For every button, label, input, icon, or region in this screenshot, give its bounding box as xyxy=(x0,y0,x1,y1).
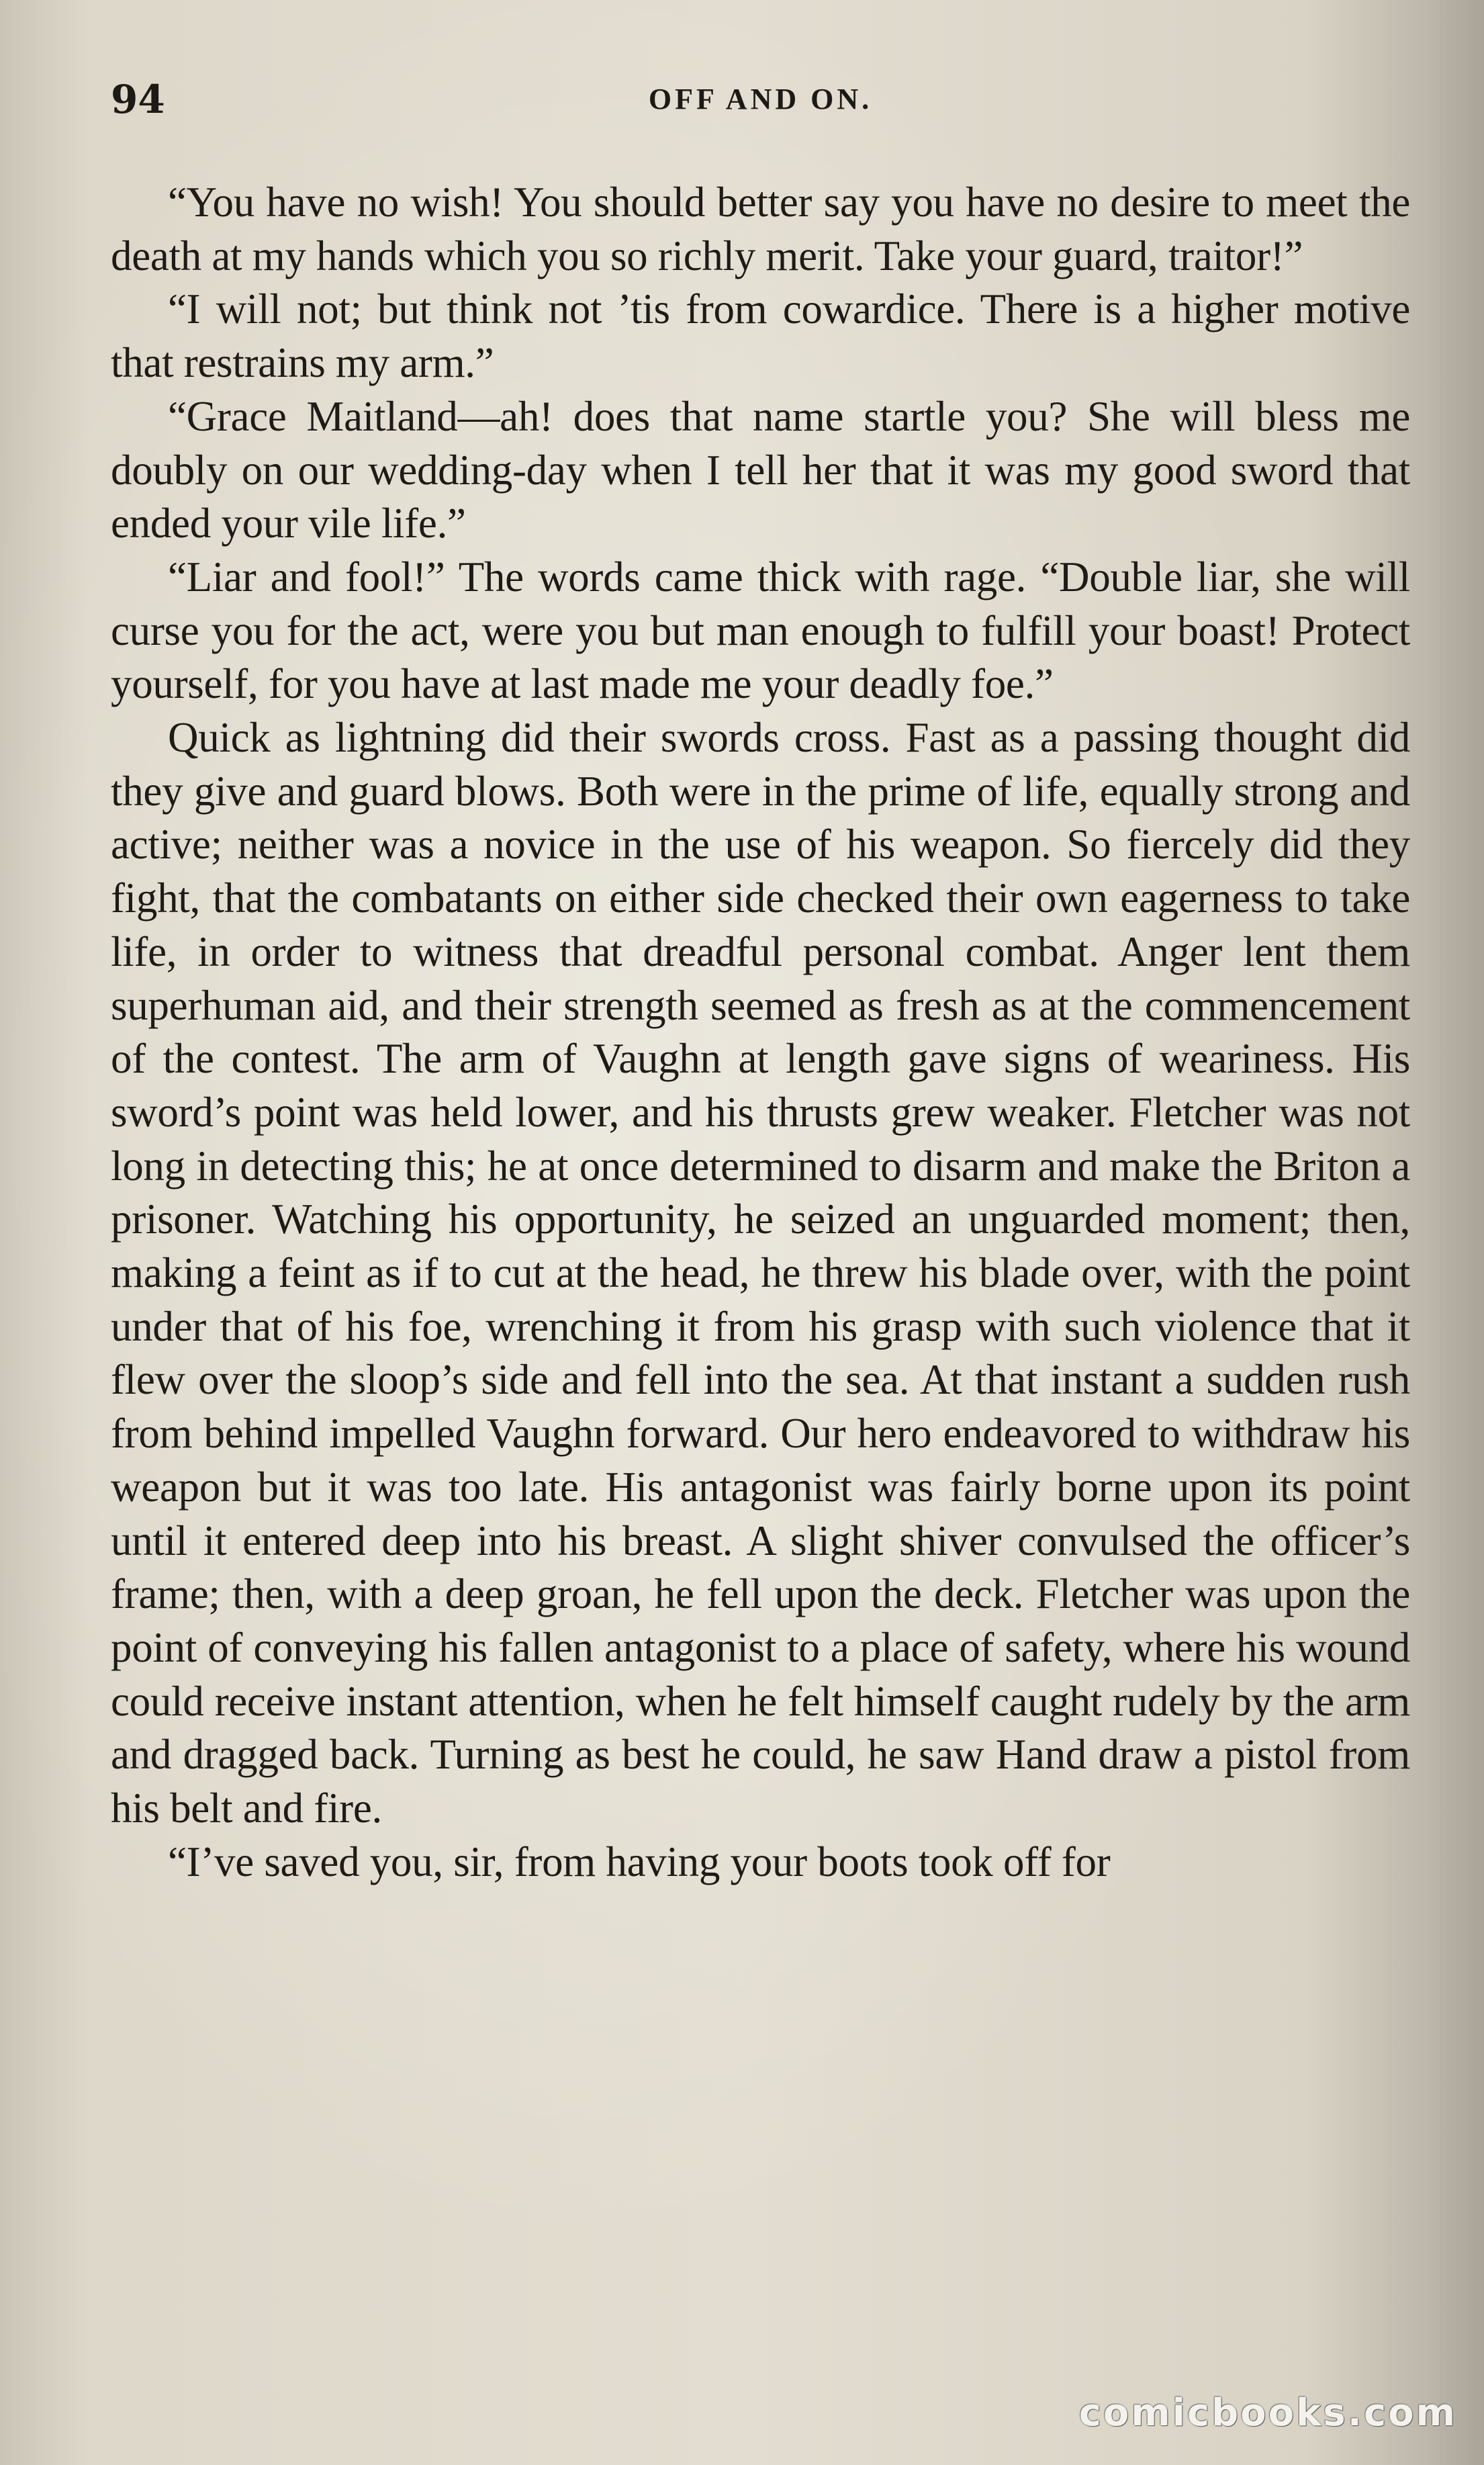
watermark: comicbooks.com xyxy=(1078,2391,1457,2435)
paragraph: “I will not; but think not ’tis from cowardice. There is a higher motive that restrains my arm.” xyxy=(111,285,1410,387)
paragraph: “Grace Maitland—ah! does that name startle you? She will bless me doubly on our wedding-day when I tell her that it was my good sword that ended your vile life.” xyxy=(111,392,1410,547)
body-text xyxy=(111,176,1410,1889)
paragraph: “You have no wish! You should better say you have no desire to meet the death at my hands which you so richly merit. Take your guard, traitor!” xyxy=(111,179,1410,279)
running-head xyxy=(111,73,1410,126)
paragraph: Quick as lightning did their swords cross. Fast as a passing thought did they give and guard blows. Both were in the prime of life, equally strong and active; neither was a novice in the use of his weapon. So fiercely did they fight, that the combatants on either side checked their own eagerness to take life, in order to witness that dreadful personal combat. Anger lent them superhuman aid, and their strength seemed as fresh as at the commencement of the contest. The arm of Vaughn at length gave signs of weariness. His sword’s point was held lower, and his thrusts grew weaker. Fletcher was not long in detecting this; he at once determined to disarm and make the Briton a prisoner. Watching his opportunity, he seized an unguarded moment; then, making a feint as if to cut at the head, he threw his blade over, with the point under that of his foe, wrenching it from his grasp with such violence that it flew over the sloop’s side and fell into the sea. At that instant a sudden rush from behind impelled Vaughn forward. Our hero endeavored to withdraw his weapon but it was too late. His antagonist was fairly borne upon its point until it entered deep into his breast. A slight shiver convulsed the officer’s frame; then, with a deep groan, he fell upon the deck. Fletcher was upon the point of conveying his fallen antagonist to a place of safety, where his wound could receive instant attention, when he felt himself caught rudely by the arm and dragged back. Turning as best he could, he saw Hand draw a pistol from his belt and fire. xyxy=(111,714,1410,1832)
running-title: OFF AND ON. xyxy=(648,83,873,116)
page-number: 94 xyxy=(111,77,165,122)
paragraph: “I’ve saved you, sir, from having your boots took off for xyxy=(168,1838,1111,1885)
paragraph: “Liar and fool!” The words came thick with rage. “Double liar, she will curse you for the act, were you but man enough to fulfill your boast! Protect yourself, for you have at last made me your deadly foe.” xyxy=(111,553,1410,708)
